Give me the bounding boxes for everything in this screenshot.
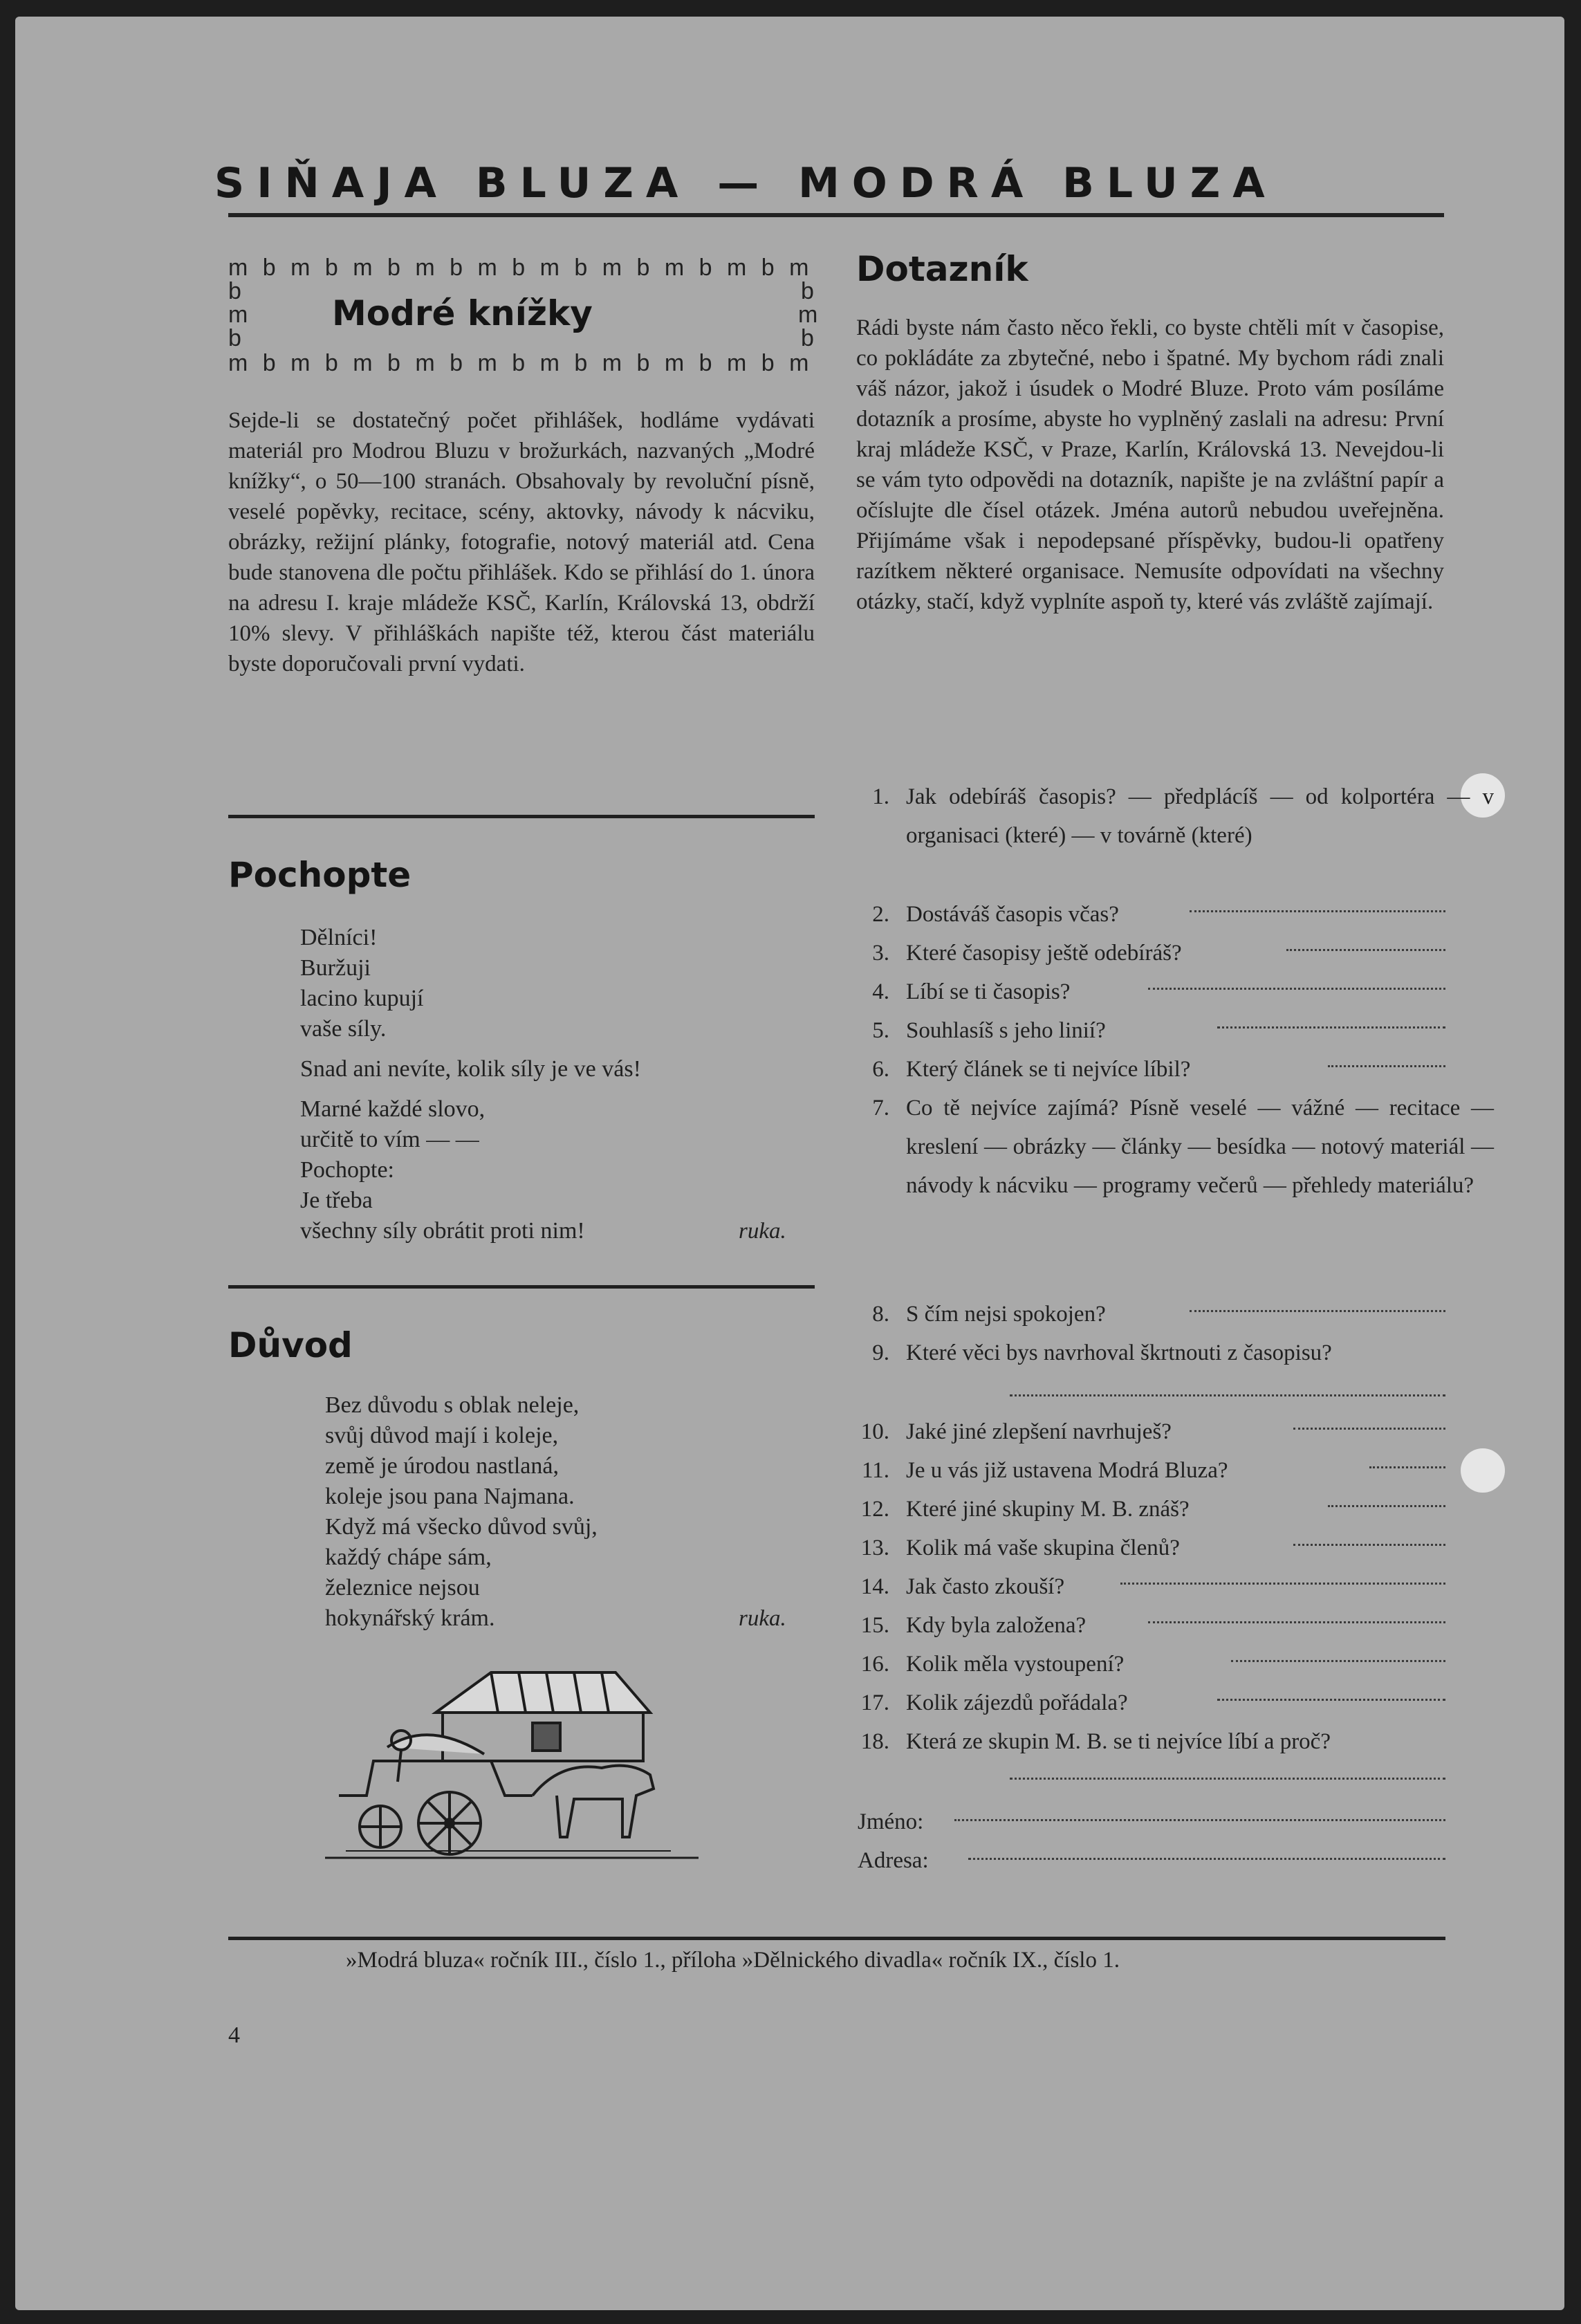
answer-line[interactable] xyxy=(1369,1466,1445,1468)
name-label: Jméno: xyxy=(858,1809,924,1834)
frame-left-1: b xyxy=(228,278,241,304)
question-number: 8. xyxy=(872,1302,889,1327)
answer-line[interactable] xyxy=(1293,1544,1445,1546)
duvod-poem xyxy=(325,1390,809,1634)
poem-line: Dělníci! xyxy=(300,925,378,950)
question-number: 17. xyxy=(860,1690,889,1715)
footer-text: »Modrá bluza« ročník III., číslo 1., příloha »Dělnického divadla« ročník IX., číslo 1. xyxy=(346,1948,1120,1973)
question-number: 3. xyxy=(872,941,889,966)
question-text: Jaké jiné zlepšení navrhuješ? xyxy=(906,1419,1172,1444)
question-text: Která ze skupin M. B. se ti nejvíce líbí a proč? xyxy=(906,1729,1331,1754)
modre-knizky-text: Sejde-li se dostatečný počet přihlášek, hodláme vydávati materiál pro Modrou Bluzu v brožurkách, nazvaných „Modré knížky“, o 50—100 stranách. Obsahovaly by revoluční písně, veselé popěvky, recitace, scény, aktovky, návody k nácviku, obrázky, režijní plánky, fotografie, notový materiál atd. Cena bude stanovena dle počtu přihlášek. Kdo se přihlásí do 1. února na adresu I. kraje mládeže KSČ, Karlín, Královská 13, obdrží 10% slevy. V přihláškách napište též, kterou část materiálu byste doporučovali první vydati. xyxy=(228,408,815,676)
question-text: Souhlasíš s jeho linií? xyxy=(906,1018,1106,1043)
frame-right-2: m xyxy=(798,302,818,328)
left-rule-1 xyxy=(228,815,815,818)
question-number: 7. xyxy=(872,1096,889,1120)
name-line[interactable] xyxy=(954,1819,1445,1821)
question-text: S čím nejsi spokojen? xyxy=(906,1302,1106,1327)
poem-line: každý chápe sám, xyxy=(325,1544,492,1570)
question-text: Který článek se ti nejvíce líbil? xyxy=(906,1057,1191,1082)
dotaznik-intro: Rádi byste nám často něco řekli, co byste chtěli mít v časopise, co pokládáte za zbytečné, nebo i špatné. My bychom rádi znali váš názor, jakož i úsudek o Modré Bluze. Proto vám posíláme dotazník a prosíme, abyste ho vyplněný zaslali na adresu: První kraj mládeže KSČ, v Praze, Karlín, Královská 13. Nevejdou-li se vám tyto odpovědi na dotazník, napište je na zvláštní papír a očíslujte dle čísel otázek. Jména autorů nebudou uveřejněna. Přijímáme však i nepodepsané příspěvky, budou-li opatřeny razítkem některé organisace. Nemusíte odpovídati na všechny otázky, stačí, když vyplníte aspoň ty, které vás zvláště zajímají. xyxy=(856,315,1444,614)
question-1 xyxy=(858,777,1494,895)
question-number: 1. xyxy=(872,784,889,809)
poem-line: svůj důvod mají i koleje, xyxy=(325,1423,559,1448)
address-line[interactable] xyxy=(968,1858,1445,1860)
answer-line[interactable] xyxy=(1217,1699,1445,1701)
question-number: 16. xyxy=(860,1652,889,1677)
question-number: 4. xyxy=(872,979,889,1004)
question-number: 10. xyxy=(860,1419,889,1444)
left-rule-2 xyxy=(228,1285,815,1289)
decorative-frame-top: m b m b m b m b m b m b m b m b m b m xyxy=(228,255,813,281)
question-text: Dostáváš časopis včas? xyxy=(906,902,1119,927)
pochopte-poem xyxy=(300,923,812,1246)
frame-right-1: b xyxy=(801,278,814,304)
duvod-signature: ruka. xyxy=(739,1606,786,1631)
question-text: Kolik má vaše skupina členů? xyxy=(906,1536,1180,1560)
poem-line: Buržuji xyxy=(300,955,371,981)
address-label: Adresa: xyxy=(858,1848,929,1873)
question-number: 13. xyxy=(860,1536,889,1560)
question-text: Jak často zkouší? xyxy=(906,1574,1065,1599)
poem-line: Je třeba xyxy=(300,1188,373,1213)
answer-line[interactable] xyxy=(1231,1660,1445,1662)
masthead-rule xyxy=(228,213,1444,217)
pochopte-signature: ruka. xyxy=(739,1219,786,1244)
question-number: 5. xyxy=(872,1018,889,1043)
page-number: 4 xyxy=(228,2022,240,2048)
question-text: Které věci bys navrhoval škrtnouti z časopisu? xyxy=(906,1340,1332,1365)
answer-line[interactable] xyxy=(1190,910,1445,912)
question-number: 14. xyxy=(860,1574,889,1599)
answer-line[interactable] xyxy=(1010,1394,1445,1396)
poem-line: koleje jsou pana Najmana. xyxy=(325,1484,575,1509)
address-field xyxy=(858,1841,1452,1880)
question-text: Které jiné skupiny M. B. znáš? xyxy=(906,1497,1190,1522)
duvod-title: Důvod xyxy=(228,1325,353,1365)
question-text: Líbí se ti časopis? xyxy=(906,979,1071,1004)
masthead: SIŇAJA BLUZA — MODRÁ BLUZA xyxy=(214,159,1277,208)
question-text: Je u vás již ustavena Modrá Bluza? xyxy=(906,1458,1228,1483)
poem-line: Když má všecko důvod svůj, xyxy=(325,1514,598,1540)
poem-line: lacino kupují xyxy=(300,986,424,1011)
poem-line: Marné každé slovo, xyxy=(300,1096,486,1122)
poem-line: vaše síly. xyxy=(300,1016,387,1042)
question-text: Kolik měla vystoupení? xyxy=(906,1652,1125,1677)
poem-line: železnice nejsou xyxy=(325,1575,480,1601)
answer-line[interactable] xyxy=(1148,1621,1445,1623)
question-number: 12. xyxy=(860,1497,889,1522)
frame-right-3: b xyxy=(801,325,814,351)
wagon-illustration xyxy=(325,1657,699,1865)
answer-line[interactable] xyxy=(1190,1310,1445,1312)
question-number: 6. xyxy=(872,1057,889,1082)
answer-line[interactable] xyxy=(1217,1026,1445,1029)
poem-line: země je úrodou nastlaná, xyxy=(325,1453,559,1479)
question-text: Které časopisy ještě odebíráš? xyxy=(906,941,1182,966)
name-field xyxy=(858,1802,1452,1841)
poem-line: Bez důvodu s oblak neleje, xyxy=(325,1392,580,1418)
question-number: 9. xyxy=(872,1340,889,1365)
modre-knizky-title: Modré knížky xyxy=(332,293,593,333)
question-text: Co tě nejvíce zajímá? Písně veselé — vážné — recitace — kreslení — obrázky — články — besídka — notový materiál — návody k nácviku — programy večerů — přehledy materiálu? xyxy=(906,1096,1494,1198)
question-number: 15. xyxy=(860,1613,889,1638)
answer-line[interactable] xyxy=(1010,1778,1445,1780)
answer-line[interactable] xyxy=(1148,988,1445,990)
answer-line[interactable] xyxy=(1293,1428,1445,1430)
poem-line: hokynářský krám. xyxy=(325,1605,495,1631)
dotaznik-title: Dotazník xyxy=(856,249,1028,289)
question-text: Kdy byla založena? xyxy=(906,1613,1087,1638)
poem-line: Snad ani nevíte, kolik síly je ve vás! xyxy=(300,1056,641,1082)
question-number: 2. xyxy=(872,902,889,927)
question-text: Kolik zájezdů pořádala? xyxy=(906,1690,1128,1715)
question-text: Jak odebíráš časopis? — předplácíš — od kolportéra — v organisaci (které) — v továrně (které) xyxy=(906,784,1494,848)
question-number: 18. xyxy=(860,1729,889,1754)
answer-line[interactable] xyxy=(1120,1583,1445,1585)
frame-left-3: b xyxy=(228,325,241,351)
answer-line[interactable] xyxy=(1286,949,1445,951)
poem-line: Pochopte: xyxy=(300,1157,394,1183)
question-number: 11. xyxy=(861,1458,889,1483)
decorative-frame-bottom: m b m b m b m b m b m b m b m b m b m xyxy=(228,350,813,376)
answer-line[interactable] xyxy=(1328,1065,1445,1067)
answer-line[interactable] xyxy=(1328,1505,1445,1507)
footer-rule xyxy=(228,1937,1445,1940)
poem-line: všechny síly obrátit proti nim! xyxy=(300,1218,585,1244)
pochopte-title: Pochopte xyxy=(228,855,412,895)
frame-left-2: m xyxy=(228,302,248,328)
poem-line: určitě to vím — — xyxy=(300,1127,479,1152)
